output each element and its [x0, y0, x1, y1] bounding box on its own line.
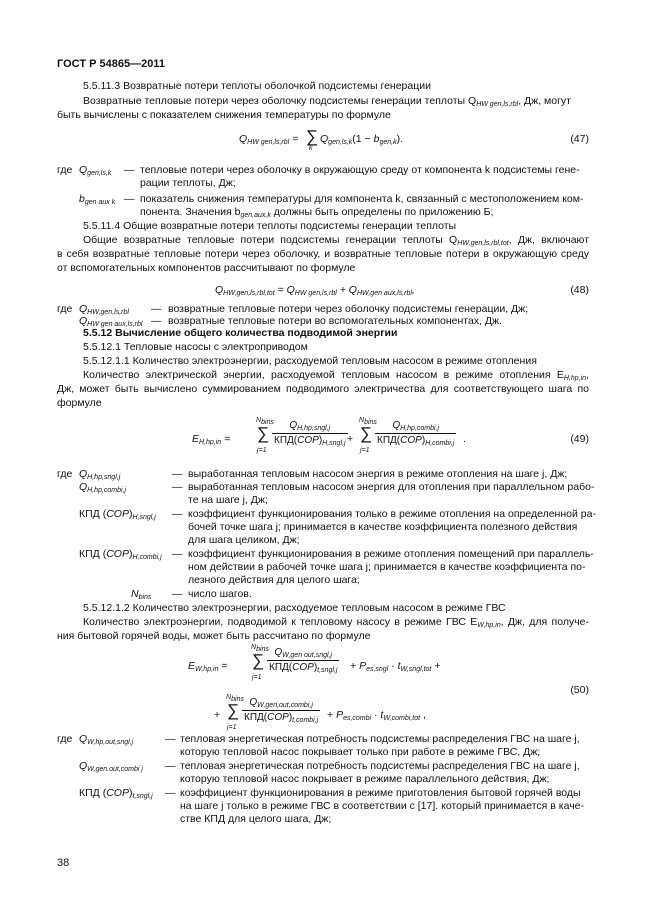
sum-sign: ∑	[306, 127, 319, 146]
symbol-cop-t-sngl: КПД $(COP)_{t,sngl,j}$	[79, 787, 153, 800]
dash: —	[172, 508, 183, 520]
paragraph-line: Количество электроэнергии, подводимой к тепловому насосу в режиме ГВС $E_{W,hp,in}$, Дж, для получе-	[83, 616, 590, 629]
plus-sign: +	[347, 433, 354, 445]
paragraph-line: Дж, может быть вычислено суммированием подводимого электричества для соответствующего шага по	[57, 383, 589, 395]
sum-sign: ∑	[360, 424, 373, 443]
paragraph-line: формуле	[57, 397, 102, 409]
section-heading-5-5-12: 5.5.12 Вычисление общего количества подводимой энергии	[83, 327, 398, 339]
equation-number-50: (50)	[570, 684, 589, 696]
fraction: $Q_{W,gen out,sngl,j}$ $КПД(COP)_{t,sngl,j}$	[269, 647, 338, 674]
symbol-q-w-gen-out-combi: $Q_{W,gen.out,combi j}$	[79, 760, 143, 773]
definition-line: для шага целиком, Дж;	[188, 534, 300, 546]
sum-limit: j=1	[360, 447, 370, 454]
section-heading-5-5-11-4: 5.5.11.4 Общие возвратные потери теплоты подсистемы генерации теплоты	[83, 220, 457, 232]
sum-limit: k	[309, 145, 313, 152]
punctuation: .	[463, 433, 466, 445]
symbol-n-bins: $N_{bins}$	[131, 588, 152, 601]
definition-line: лезного действия для целого шага;	[188, 574, 360, 586]
where-label: где	[57, 468, 73, 480]
dash: —	[165, 760, 176, 772]
symbol-q-gen-ls-k: $Q_{gen,ls,k}$	[79, 164, 112, 177]
formula-50-term: + $P_{es,sngl} \cdot t_{W,sngl,tot}$ +	[350, 660, 441, 673]
paragraph-line: быть вычислены с показателем снижения температуры по формуле	[57, 109, 391, 121]
formula-48: $Q_{HW,gen,ls,rbl,tot} = Q_{HW gen,ls,rbl} + Q_{HW,gen aux,ls,rbl}$,	[215, 284, 415, 297]
dash: —	[165, 733, 176, 745]
symbol-q-hw-gen-ls-rbl: $Q_{HW,gen,ls,rbl}$	[79, 303, 129, 316]
sum-limit: $N_{bins}$	[251, 644, 269, 653]
sum-sign: ∑	[252, 651, 265, 670]
equation-number-48: (48)	[570, 284, 589, 296]
dash: —	[124, 193, 135, 205]
symbol-cop-h-combi: КПД $(COP)_{H,combi,j}$	[79, 548, 162, 561]
sum-limit: j=1	[257, 447, 267, 454]
dash: —	[172, 548, 183, 560]
fraction: $Q_{H,hp,combi,j}$ $КПД(COP)_{H,combi,j}$	[377, 420, 455, 447]
section-heading-5-5-12-1-2: 5.5.12.1.2 Количество электроэнергии, расходуемое тепловым насосом в режиме ГВС	[83, 602, 506, 614]
sum-sign: ∑	[227, 701, 240, 720]
definition-line: на шаге j только в режиме ГВС в соответствии с [17]. который принимается в каче-	[180, 800, 585, 812]
definition-line: коэффициент функционирования в режиме отопления помещений при параллель-	[188, 548, 594, 560]
page-number: 38	[57, 857, 70, 869]
section-heading-5-5-11-3: 5.5.11.3 Возвратные потери теплоты оболочкой подсистемы генерации	[83, 80, 431, 92]
dash: —	[151, 315, 162, 327]
symbol-q-hw-gen-aux: $Q_{HW gen aux,ls,rbl}$	[79, 315, 143, 328]
plus-sign: +	[214, 709, 221, 721]
dash: —	[172, 588, 183, 600]
definition-line: рации теплоты, Дж;	[140, 177, 236, 189]
symbol-q-h-hp-combi: $Q_{H,hp,combi,j}$	[79, 481, 127, 494]
paragraph-line: в себя возвратные тепловые потери через оболочку, и возвратные тепловые потери в окружающую среду	[57, 248, 589, 260]
definition-line: понента. Значения $b_{gen,aux,k}$ должны быть определены по приложению Б;	[140, 206, 494, 219]
dash: —	[151, 303, 162, 315]
where-label: где	[57, 164, 73, 176]
paragraph-line: Общие возвратные тепловые потери подсистемы генерации теплоты $Q_{HW,gen,ls,rbl,tot}$, Дж, включают	[83, 234, 589, 247]
definition-line: которую тепловой насос покрывает только при работе в режиме ГВС, Дж;	[180, 746, 541, 758]
dash: —	[165, 787, 176, 799]
where-label: где	[57, 733, 73, 745]
definition-line: бочей точке шага j; принимается в качестве коэффициента полезного действия	[188, 521, 578, 533]
where-label: где	[57, 303, 73, 315]
symbol-q-h-hp-sngl: $Q_{H,hp,sngl,j}$	[79, 468, 121, 481]
formula-47: $Q_{HW gen,ls,rbl}$ =	[239, 133, 299, 146]
paragraph-line: ния бытовой горячей воды, может быть рассчитано по формуле	[57, 630, 371, 642]
symbol-b-gen-aux-k: $b_{gen aux k}$	[79, 193, 116, 206]
sum-sign: ∑	[257, 424, 270, 443]
sum-limit: $N_{bins}$	[256, 417, 274, 426]
definition-line: возвратные тепловые потери через оболочку подсистемы генерации, Дж;	[168, 303, 529, 315]
sum-limit: j=1	[252, 674, 262, 681]
dash: —	[172, 468, 183, 480]
definition-line: выработанная тепловым насосом энергия в режиме отопления на шаге j, Дж;	[188, 468, 568, 480]
formula-49: $E_{H,hp,in}$ =	[192, 433, 231, 446]
sum-limit: j=1	[227, 724, 237, 731]
definition-line: ном действии в рабочей точке шага j; принимается в качестве коэффициента по-	[188, 561, 586, 573]
definition-line: число шагов.	[188, 588, 252, 600]
definition-line: показатель снижения температуры для компонента k, связанный с местоположением ком-	[140, 193, 584, 205]
formula-50-term: + $P_{es,combi} \cdot t_{W,combi,tot}$ ,	[327, 709, 426, 722]
definition-line: те на шаге j, Дж;	[188, 494, 268, 506]
definition-line: коэффициент функционирования только в режиме отопления на определенной ра-	[188, 508, 596, 520]
symbol-q-w-hp-out-sngl: $Q_{W,hp,out,sngl,j}$	[79, 733, 134, 746]
equation-number-47: (47)	[570, 133, 589, 145]
definition-line: которую тепловой насос покрывает в режиме параллельного действия, Дж;	[180, 773, 550, 785]
sum-limit: $N_{bins}$	[359, 417, 377, 426]
equation-number-49: (49)	[570, 433, 589, 445]
document-header: ГОСТ Р 54865—2011	[57, 58, 165, 70]
section-heading-5-5-12-1: 5.5.12.1 Тепловые насосы с электроприводом	[83, 341, 308, 353]
section-heading-5-5-12-1-1: 5.5.12.1.1 Количество электроэнергии, расходуемой тепловым насосом в режиме отопления	[83, 355, 537, 367]
paragraph-line: от вспомогательных компонентов рассчитывают по формуле	[57, 262, 356, 274]
dash: —	[172, 481, 183, 493]
formula-50: $E_{W,hp,in}$ =	[188, 660, 228, 673]
definition-line: коэффициент функционирования в режиме приготовления бытовой горячей воды	[180, 787, 581, 799]
paragraph-line: Количество электрической энергии, расходуемой тепловым насосом в режиме отопления $E_{H,hp,in}$,	[83, 369, 589, 382]
formula-47-body: $Q_{gen,ls,k}(1 - b_{gen,k})$.	[320, 133, 403, 146]
definition-line: возвратные тепловые потери во вспомогательных компонентах, Дж.	[168, 315, 502, 327]
sum-limit: $N_{bins}$	[226, 694, 244, 703]
fraction: $Q_{H,hp,sngl,j}$ $КПД(COP)_{H,sngl,j}$	[274, 420, 346, 447]
definition-line: тепловая энергетическая потребность подсистемы распределения ГВС на шаге j,	[180, 733, 580, 745]
paragraph-line: Возвратные тепловые потери через оболочку подсистемы генерации теплоты $Q_{HW gen,ls,rbl}$, Дж, могут	[83, 95, 571, 108]
definition-line: выработанная тепловым насосом энергия для отопления при параллельном рабо-	[188, 481, 595, 493]
symbol-cop-h-sngl: КПД $(COP)_{H,sngl,j}$	[79, 508, 156, 521]
dash: —	[124, 164, 135, 176]
definition-line: стве КПД для целого шага, Дж;	[180, 813, 332, 825]
fraction: $Q_{W,gen,out,combi,j}$ $КПД(COP)_{t,combi,j}$	[244, 697, 319, 724]
definition-line: тепловые потери через оболочку в окружающую среду от компонента k подсистемы гене-	[140, 164, 580, 176]
definition-line: тепловая энергетическая потребность подсистемы распределения ГВС на шаге j,	[180, 760, 580, 772]
